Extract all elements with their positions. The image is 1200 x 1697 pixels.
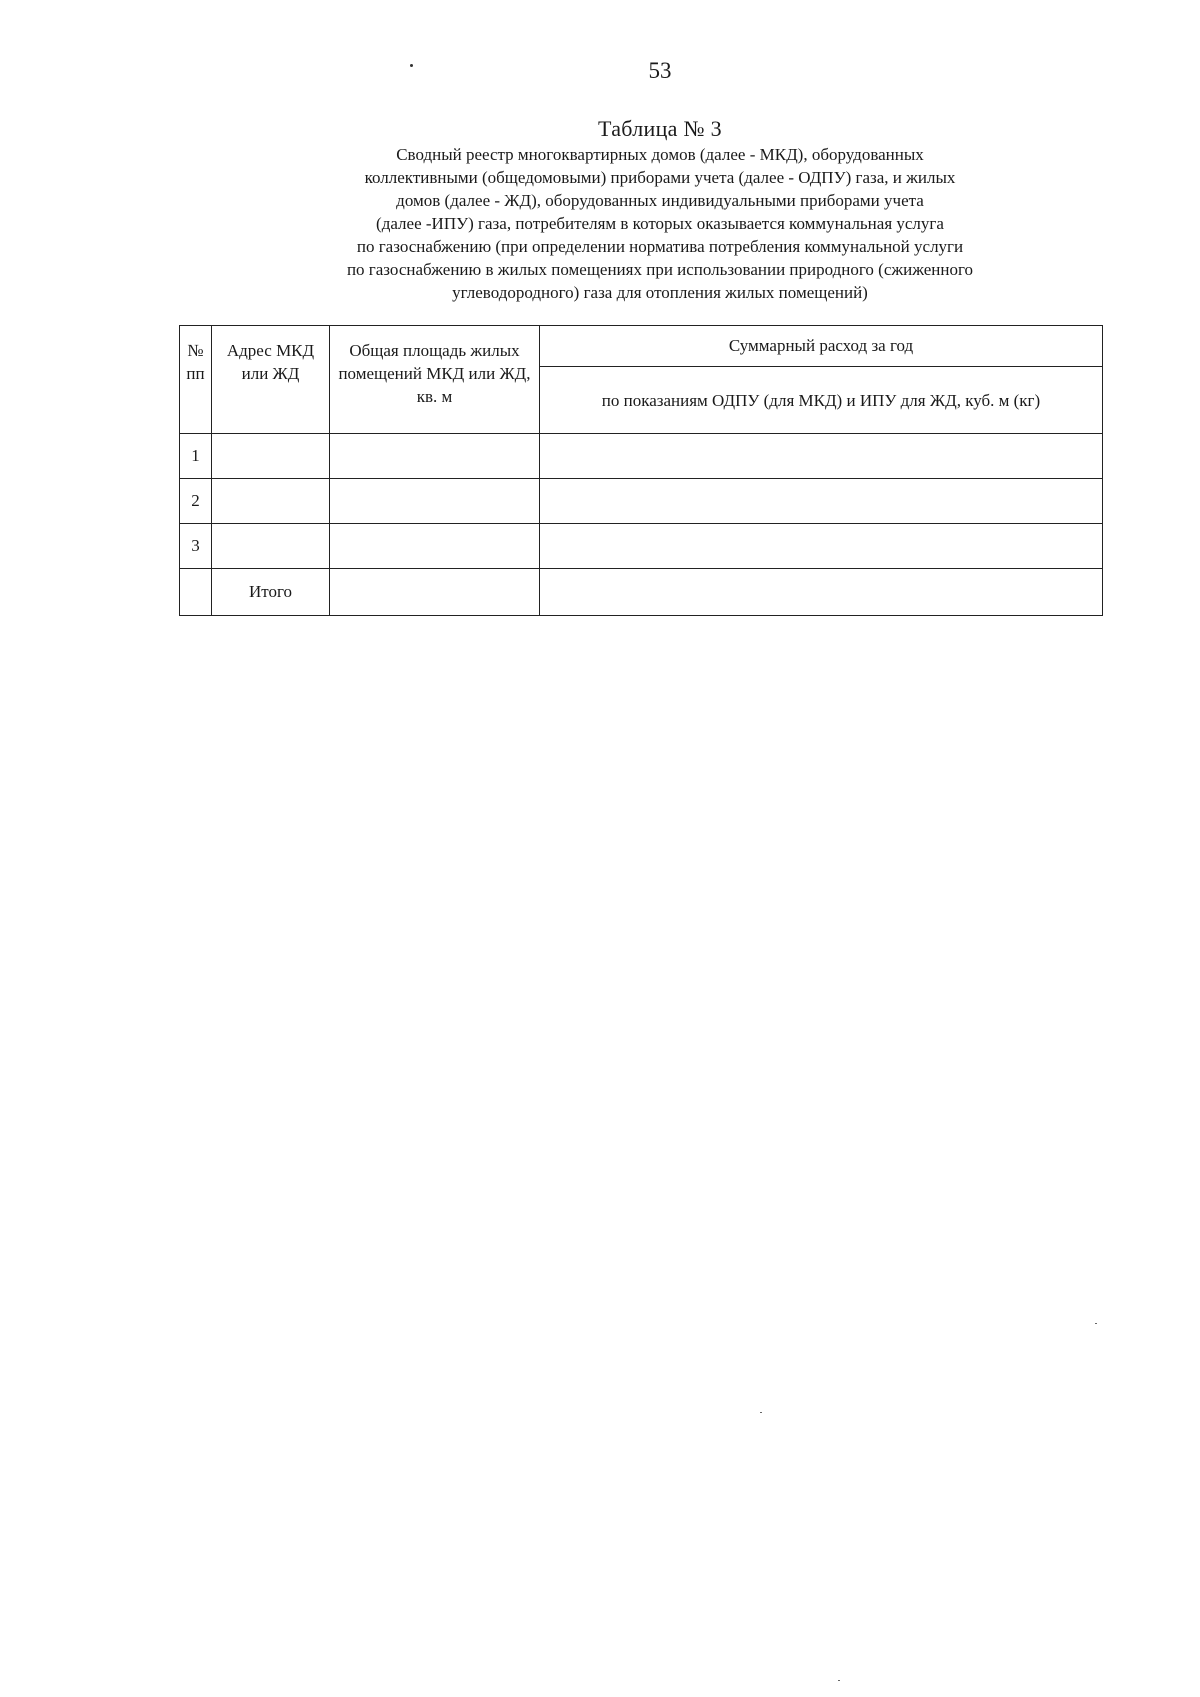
scan-speck [410,64,413,67]
row-address [212,524,330,569]
row-num: 1 [180,434,212,479]
table-row [180,479,1103,524]
table-total-row [180,569,1103,616]
scan-speck [838,1680,840,1681]
description-line: (далее -ИПУ) газа, потребителям в которых оказывается коммунальная услуга [376,214,944,233]
total-num [180,569,212,616]
header-by-meters: по показаниям ОДПУ (для МКД) и ИПУ для ЖД, куб. м (кг) [540,367,1103,434]
page-number: 53 [648,58,672,83]
description-line: коллективными (общедомовыми) приборами учета (далее - ОДПУ) газа, и жилых [364,168,956,187]
table-row [180,434,1103,479]
row-consumption [540,434,1103,479]
registry-table [179,325,1103,616]
row-consumption [540,524,1103,569]
description-line: домов (далее - ЖД), оборудованных индивидуальными приборами учета [396,191,924,210]
scan-speck [760,1412,762,1413]
row-consumption [540,479,1103,524]
row-area [330,434,540,479]
header-area: Общая площадь жилых помещений МКД или ЖД, кв. м [330,326,540,434]
row-area [330,479,540,524]
table-row [180,524,1103,569]
table-title: Таблица № 3 [598,116,722,141]
table-description [250,143,1070,304]
row-area [330,524,540,569]
header-total-consumption: Суммарный расход за год [540,326,1103,367]
total-label: Итого [212,569,330,616]
row-address [212,479,330,524]
description-line: Сводный реестр многоквартирных домов (далее - МКД), оборудованных [396,145,924,164]
scan-speck [1095,1323,1097,1324]
row-num: 2 [180,479,212,524]
row-address [212,434,330,479]
header-num: № пп [180,326,212,434]
description-line: углеводородного) газа для отопления жилых помещений) [452,283,868,302]
total-area [330,569,540,616]
table-header-row [180,326,1103,367]
header-address: Адрес МКД или ЖД [212,326,330,434]
description-line: по газоснабжению (при определении норматива потребления коммунальной услуги [356,237,964,256]
row-num: 3 [180,524,212,569]
total-consumption [540,569,1103,616]
description-line: по газоснабжению в жилых помещениях при использовании природного (сжиженного [346,260,974,279]
